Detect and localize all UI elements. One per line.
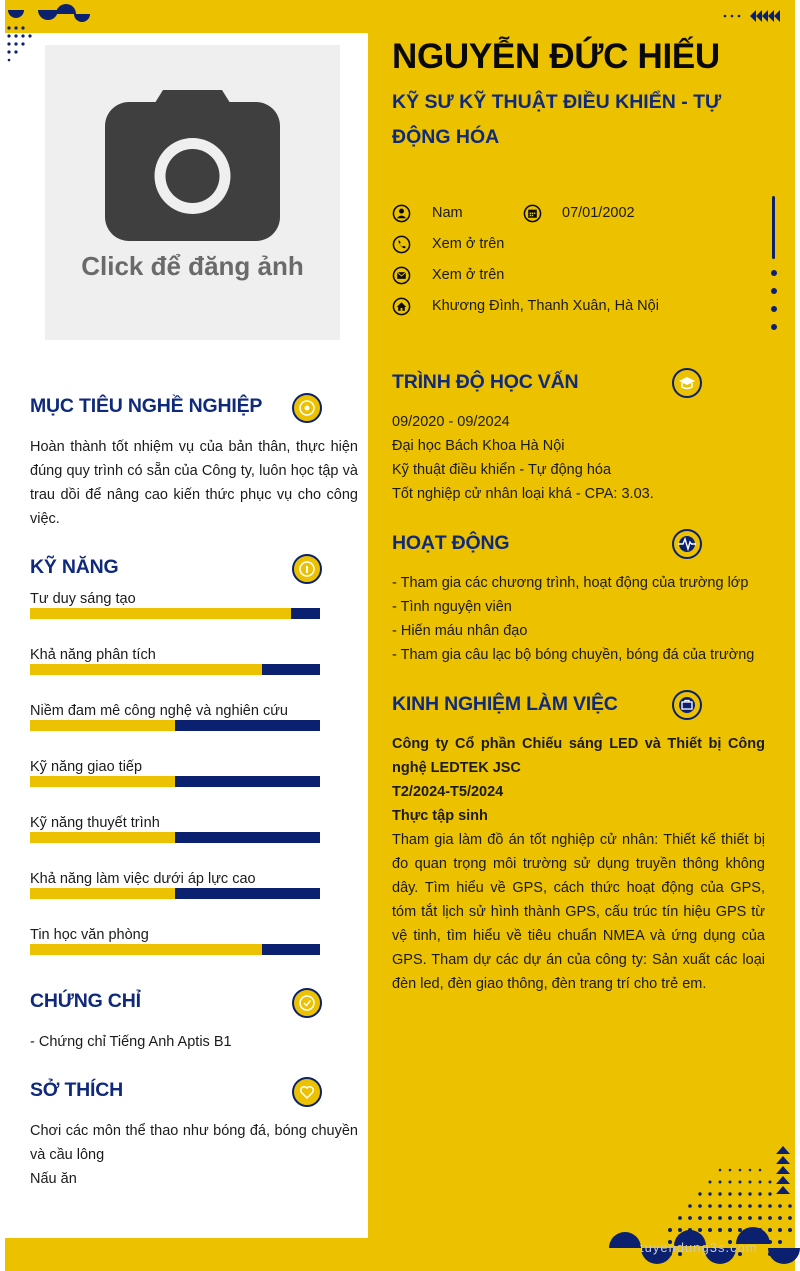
briefcase-icon (672, 690, 702, 720)
skill-name: Tin học văn phòng (30, 927, 149, 943)
experience-company: Công ty Cổ phần Chiếu sáng LED và Thiết bị Công nghệ LEDTEK JSC (392, 736, 765, 776)
experience-period: T2/2024-T5/2024 (392, 784, 504, 800)
decor-top-right (720, 6, 785, 26)
bottom-strip (5, 1238, 368, 1271)
section-title-education: TRÌNH ĐỘ HỌC VẤN (392, 371, 579, 393)
decor-line (772, 196, 775, 259)
skill-bar (30, 720, 320, 731)
skill-item (30, 702, 320, 720)
skill-item (30, 814, 320, 832)
badge-icon (292, 988, 322, 1018)
education-period: 09/2020 - 09/2024 (392, 414, 510, 430)
skill-bar-fill (30, 720, 175, 731)
gender-value: Nam (432, 205, 463, 221)
candidate-name: NGUYỄN ĐỨC HIẾU (392, 37, 720, 76)
hobby-item: Nấu ăn (30, 1171, 77, 1187)
skill-bar-fill (30, 664, 262, 675)
skill-bar (30, 888, 320, 899)
home-icon (392, 297, 411, 316)
skill-item (30, 646, 320, 664)
objective-text: Hoàn thành tốt nhiệm vụ của bản thân, thực hiện đúng quy trình có sẵn của Công ty, luôn học tập và trau dồi để nâng cao kiến thức phục vụ cho công việc. (30, 439, 358, 527)
calendar-icon (523, 204, 542, 223)
pulse-icon (672, 529, 702, 559)
certificate-item: - Chứng chỉ Tiếng Anh Aptis B1 (30, 1034, 232, 1050)
activity-item: - Hiến máu nhân đạo (392, 623, 528, 639)
section-title-certificates: CHỨNG CHỈ (30, 990, 141, 1012)
education-major: Kỹ thuật điều khiển - Tự động hóa (392, 462, 612, 478)
skill-bar (30, 608, 320, 619)
skill-bar (30, 832, 320, 843)
section-title-activities: HOẠT ĐỘNG (392, 532, 510, 554)
experience-description: Tham gia làm đồ án tốt nghiệp cử nhân: Thiết kế thiết bị đo quan trọng môi trường sử dụng truyền thông không dây. Tìm hiểu về GPS, cách thức hoạt động của GPS, tóm tắt lịch sử hình thành GPS, cấu trúc tín hiệu GPS từ vệ tinh, tìm hiểu về tiêu chuẩn NMEA và ứng dụng của GPS. Tham dự các dự án của công ty: Sản xuất các loại đèn led, đèn giao thông, đèn trang trí cho trẻ em. (392, 832, 765, 992)
section-title-objective: MỤC TIÊU NGHỀ NGHIỆP (30, 395, 263, 417)
activity-item: - Tham gia câu lạc bộ bóng chuyền, bóng đá của trường (392, 647, 755, 663)
hobby-item: Chơi các môn thể thao như bóng đá, bóng chuyền và cầu lông (30, 1123, 358, 1163)
decor-dot (771, 270, 777, 276)
skill-name: Niềm đam mê công nghệ và nghiên cứu (30, 703, 288, 719)
watermark: tuyendung3s.com (640, 1240, 758, 1255)
skill-name: Kỹ năng thuyết trình (30, 815, 160, 831)
skill-item (30, 590, 320, 608)
decor-dot (771, 324, 777, 330)
activity-item: - Tình nguyện viên (392, 599, 512, 615)
birthday-value: 07/01/2002 (562, 205, 635, 221)
skill-bar-fill (30, 944, 262, 955)
skill-item (30, 870, 320, 888)
skill-bar (30, 664, 320, 675)
mail-icon (392, 266, 411, 285)
section-title-skills: KỸ NĂNG (30, 556, 119, 578)
address-value: Khương Đình, Thanh Xuân, Hà Nội (432, 298, 659, 314)
info-icon (292, 554, 322, 584)
skill-bar (30, 944, 320, 955)
skill-item (30, 926, 320, 944)
skill-name: Tư duy sáng tạo (30, 591, 136, 607)
skill-item (30, 758, 320, 776)
skill-name: Khả năng làm việc dưới áp lực cao (30, 871, 256, 887)
phone-icon (392, 235, 411, 254)
education-school: Đại học Bách Khoa Hà Nội (392, 438, 565, 454)
experience-position: Thực tập sinh (392, 808, 488, 824)
skill-name: Khả năng phân tích (30, 647, 156, 663)
target-icon (292, 393, 322, 423)
skill-bar-fill (30, 608, 291, 619)
photo-caption: Click để đăng ảnh (81, 251, 304, 281)
candidate-role: KỸ SƯ KỸ THUẬT ĐIỀU KHIỂN - TỰ ĐỘNG HÓA (392, 91, 722, 148)
camera-icon (105, 88, 280, 241)
activity-item: - Tham gia các chương trình, hoạt động của trường lớp (392, 575, 749, 591)
section-title-experience: KINH NGHIỆM LÀM VIỆC (392, 693, 618, 715)
skill-bar-fill (30, 888, 175, 899)
email-value[interactable]: Xem ở trên (432, 267, 505, 283)
avatar-upload[interactable] (45, 45, 340, 340)
person-icon (392, 204, 411, 223)
skill-bar-fill (30, 776, 175, 787)
skill-bar-fill (30, 832, 175, 843)
decor-dot (771, 306, 777, 312)
skill-name: Kỹ năng giao tiếp (30, 759, 143, 775)
education-result: Tốt nghiệp cử nhân loại khá - CPA: 3.03. (392, 486, 654, 502)
heart-icon (292, 1077, 322, 1107)
graduation-cap-icon (672, 368, 702, 398)
decor-dot (771, 288, 777, 294)
section-title-hobbies: SỞ THÍCH (30, 1079, 124, 1101)
phone-value[interactable]: Xem ở trên (432, 236, 505, 252)
skill-bar (30, 776, 320, 787)
